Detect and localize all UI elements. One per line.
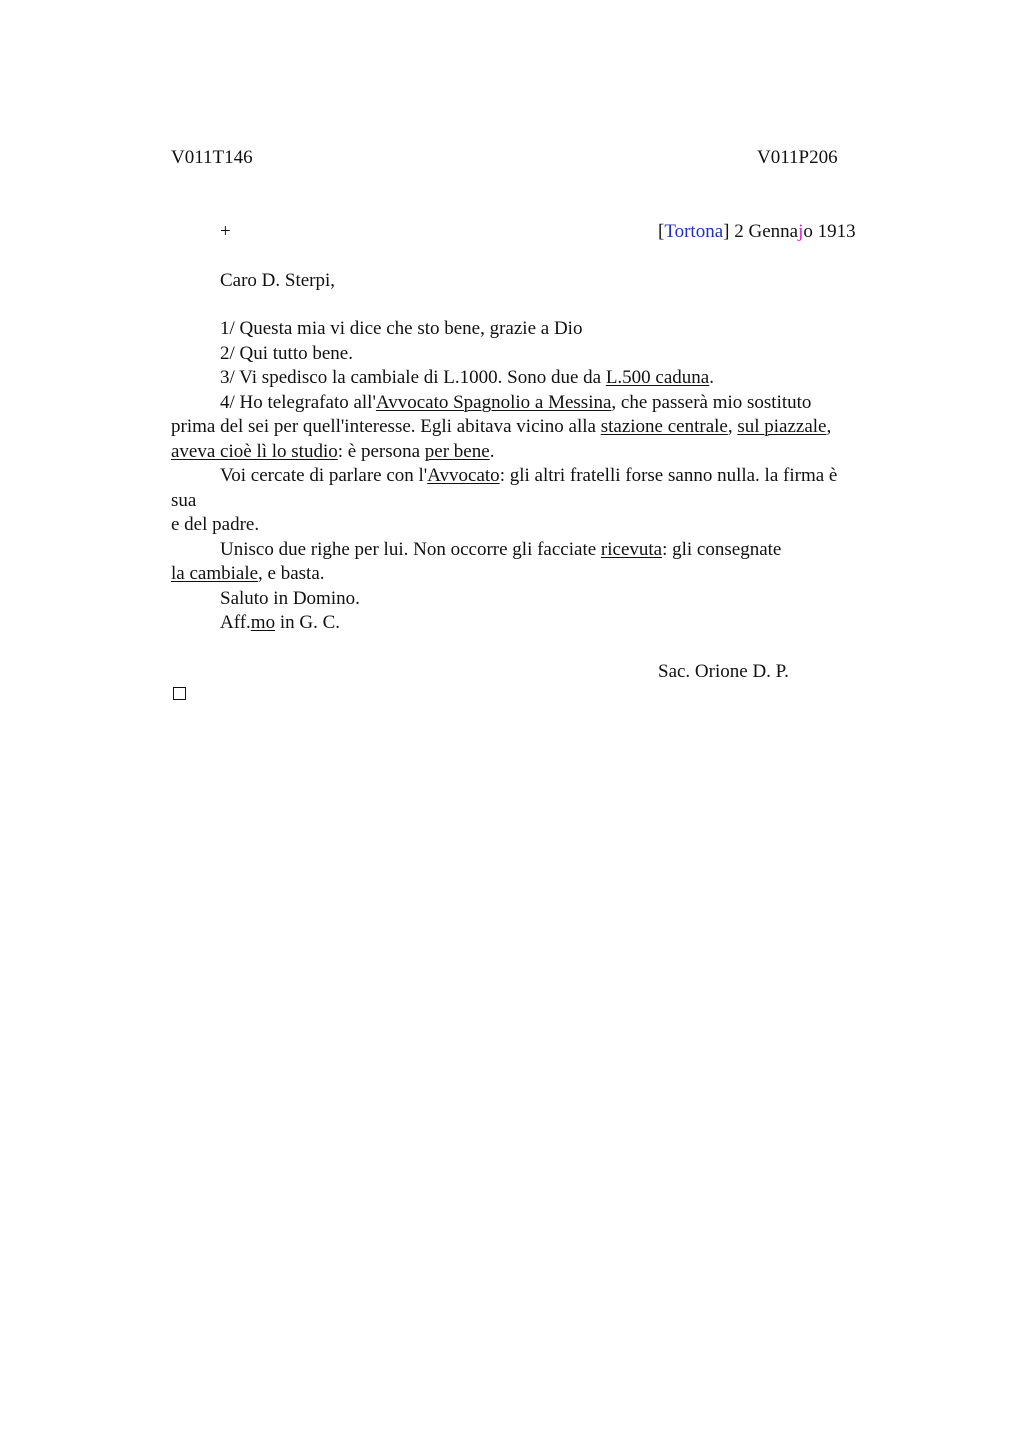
item-4-line-2-text: prima del sei per quell'interesse. Egli abitava vicino alla	[171, 416, 601, 437]
unisco-cambiale: la cambiale	[171, 563, 259, 584]
empty-square-icon	[173, 687, 186, 700]
item-2: 2/ Qui tutto bene.	[220, 342, 353, 364]
item-4-per-bene: per bene	[424, 440, 490, 462]
item-4-text: 4/ Ho telegrafato all'	[220, 391, 376, 413]
item-4-line-3	[171, 440, 896, 465]
avvocato-paragraph-line-2: sua	[171, 489, 197, 511]
date-bracket-open: [	[658, 221, 665, 242]
document-code-left: V011T146	[171, 147, 253, 168]
avvocato-paragraph-line-3: e del padre.	[171, 514, 260, 535]
item-4-line-2	[171, 415, 896, 440]
item-4-stazione: stazione centrale	[600, 416, 728, 437]
salutation: Caro D. Sterpi,	[220, 270, 336, 291]
item-4-underlined: Avvocato Spagnolio a Messina	[375, 391, 612, 413]
affmo-line	[171, 611, 896, 636]
avvocato-underlined: Avvocato	[427, 465, 500, 486]
letter-body	[171, 317, 896, 636]
avvocato-paragraph-line-1	[171, 464, 896, 489]
item-4-line-3-end: .	[489, 440, 495, 462]
item-4-end: , che passerà mio sostituto	[611, 391, 812, 413]
letter-date	[658, 220, 856, 244]
unisco-line-2-end: , e basta.	[258, 563, 325, 584]
item-4-line-2-end: ,	[826, 416, 832, 437]
item-4-line-1	[171, 391, 896, 416]
item-4-comma: ,	[727, 416, 738, 437]
affmo-underlined: mo	[250, 612, 276, 633]
signature: Sac. Orione D. P.	[658, 661, 789, 682]
item-4-studio: aveva cioè lì lo studio	[171, 440, 338, 462]
affmo-end: in G. C.	[275, 612, 341, 633]
date-correction: j	[798, 221, 804, 242]
cross-mark: +	[220, 221, 231, 242]
document-code-right: V011P206	[757, 147, 838, 168]
affmo-start: Aff.	[220, 612, 251, 633]
closing: Saluto in Domino.	[220, 587, 360, 609]
avvocato-start: Voi cercate di parlare con l'	[220, 465, 428, 486]
item-4-piazzale: sul piazzale	[737, 416, 827, 437]
date-day-month: 2 Genna	[729, 221, 799, 242]
unisco-start: Unisco due righe per lui. Non occorre gli facciate	[220, 538, 601, 560]
item-3-underlined: L.500 caduna	[605, 367, 710, 388]
unisco-paragraph-line-2	[171, 562, 896, 587]
item-1: 1/ Questa mia vi dice che sto bene, grazie a Dio	[220, 318, 583, 339]
date-bracket-close: ]	[723, 221, 730, 242]
item-3-end: .	[709, 367, 714, 388]
item-3	[171, 366, 896, 391]
item-4-line-3-mid: : è persona	[337, 440, 425, 462]
date-place: Tortona	[664, 221, 724, 242]
item-3-text: 3/ Vi spedisco la cambiale di L.1000. Sono due da	[220, 367, 606, 388]
avvocato-end: : gli altri fratelli forse sanno nulla. la firma è	[499, 465, 838, 486]
unisco-ricevuta: ricevuta	[600, 538, 663, 560]
unisco-paragraph-line-1	[171, 538, 896, 563]
unisco-end: : gli consegnate	[662, 538, 782, 560]
date-month-year: o 1913	[803, 221, 856, 242]
